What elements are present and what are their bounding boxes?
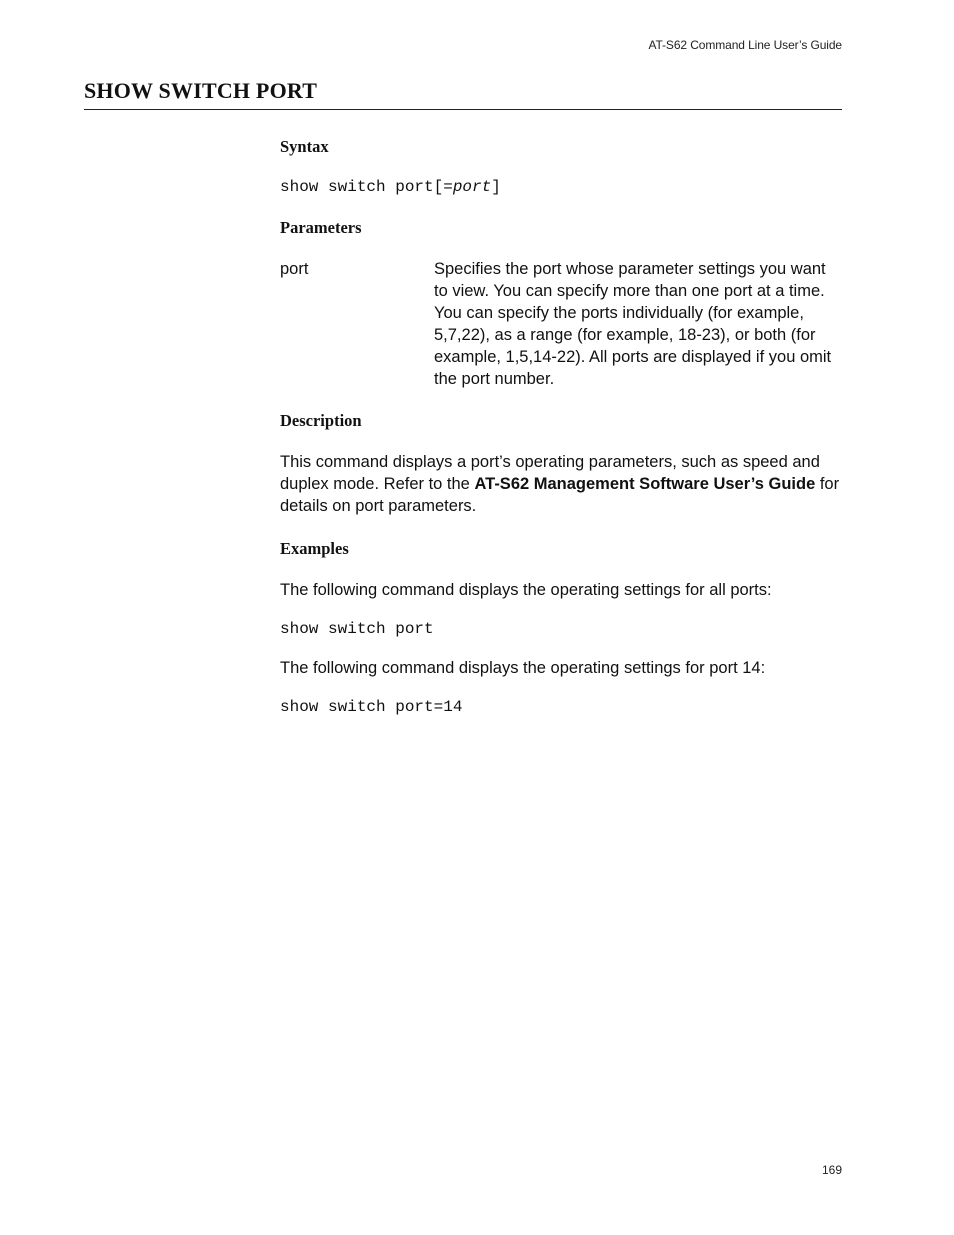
syntax-command: [280, 178, 501, 196]
syntax-command-suffix: ]: [491, 178, 501, 196]
syntax-command-prefix: show switch port[=: [280, 178, 453, 196]
parameter-description: Specifies the port whose parameter settings you want to view. You can specify more than one port at a time. You can specify the ports individually (for example, 5,7,22), as a range (for example, 18-23), or both (for example, 1,5,14-22). All ports are displayed if you omit the port number.: [434, 260, 832, 388]
description-text-after: for details on port parameters.: [280, 475, 840, 515]
example-command: show switch port=14: [280, 698, 463, 716]
title-rule: [84, 109, 842, 110]
running-header: AT-S62 Command Line User’s Guide: [648, 38, 842, 52]
description-heading: Description: [280, 411, 362, 430]
parameters-heading: Parameters: [280, 218, 362, 237]
example-text: The following command displays the operating settings for port 14:: [280, 659, 766, 677]
example-command: show switch port: [280, 620, 434, 638]
description-text-before: This command displays a port’s operating parameters, such as speed and duplex mode. Refer to the: [280, 453, 820, 493]
example-text: The following command displays the operating settings for all ports:: [280, 581, 772, 599]
description-reference: AT-S62 Management Software User’s Guide: [474, 475, 816, 493]
examples-heading: Examples: [280, 539, 349, 558]
syntax-command-arg: port: [452, 178, 492, 196]
description-text: [280, 451, 842, 517]
page-title: SHOW SWITCH PORT: [84, 78, 318, 103]
page-number: 169: [821, 1163, 842, 1177]
syntax-heading: Syntax: [280, 137, 329, 156]
parameter-name: port: [280, 260, 309, 278]
